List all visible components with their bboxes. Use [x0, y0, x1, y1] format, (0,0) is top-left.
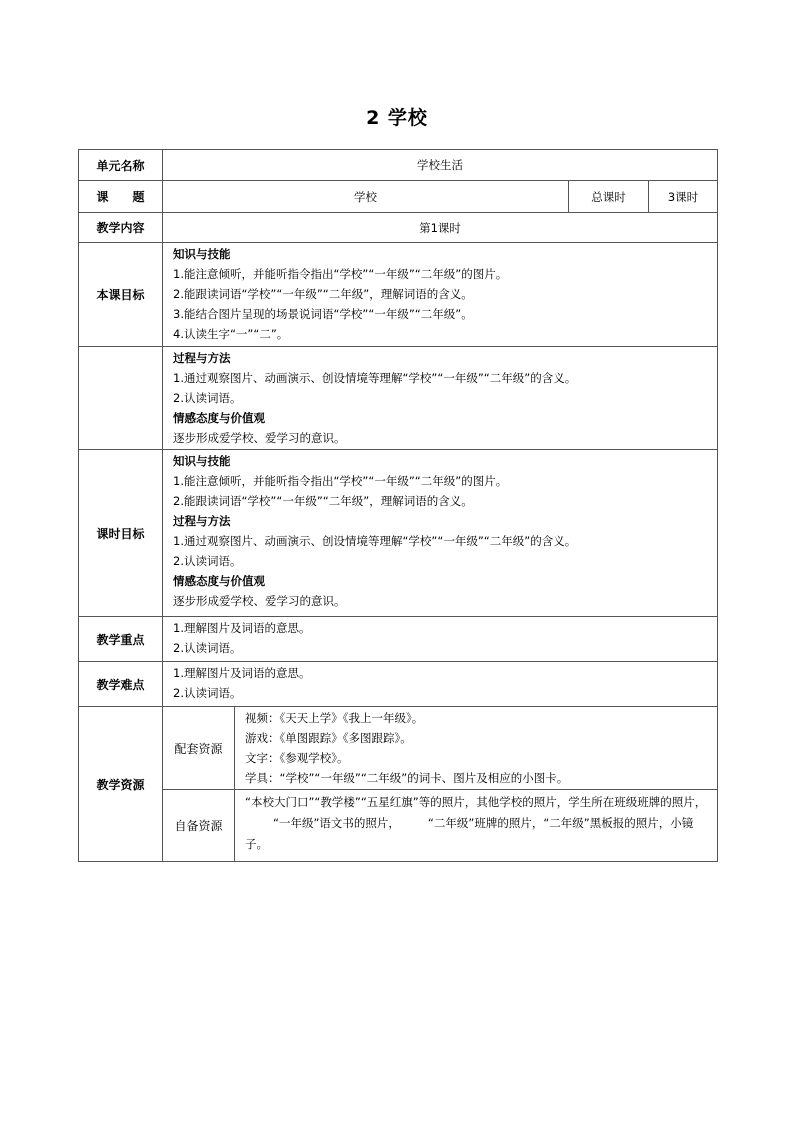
matching-video: 视频：《天天上学》《我上一年级》。 — [245, 711, 424, 725]
period-goals-k2: 2.能跟读词语“学校”“一年级”“二年级”，理解词语的含义。 — [173, 494, 473, 508]
self-resources-part2: “一年级”语文书的照片， — [273, 816, 400, 830]
lesson-goals-row — [79, 243, 718, 347]
self-resources-part1: “本校大门口”“教学楼”“五星红旗”等的照片，其他学校的照片，学生所在班级班牌的照片， — [245, 795, 707, 809]
lesson-goals-heading-knowledge: 知识与技能 — [173, 247, 231, 261]
key-points-content — [163, 617, 718, 662]
self-resources-part3: “二年级”班牌的照片，“二年级”黑板报的照片，小镜子。 — [245, 816, 694, 851]
key-points-l2: 2.认读词语。 — [173, 641, 242, 655]
total-periods-label: 总课时 — [569, 181, 649, 213]
self-resources-text — [245, 792, 709, 855]
lesson-goals-label: 本课目标 — [79, 243, 163, 347]
topic-label: 课 题 — [79, 181, 163, 213]
difficulties-l2: 2.认读词语。 — [173, 686, 242, 700]
lesson-goals-k4: 4.认读生字“一”“二”。 — [173, 327, 289, 341]
topic-value: 学校 — [163, 181, 569, 213]
lesson-goals-process — [163, 347, 718, 450]
page-title: 2 学校 — [366, 107, 428, 129]
lesson-goals-p1: 1.通过观察图片、动画演示、创设情境等理解“学校”“一年级”“二年级”的含义。 — [173, 371, 577, 385]
resources-label: 教学资源 — [79, 707, 163, 862]
resources-matching-row — [79, 707, 718, 790]
difficulties-row — [79, 662, 718, 707]
resources-self-row — [79, 790, 718, 862]
lesson-goals-k3: 3.能结合图片呈现的场景说词语“学校”“一年级”“二年级”。 — [173, 307, 473, 321]
matching-resources-label: 配套资源 — [163, 707, 235, 790]
lesson-goals-k1: 1.能注意倾听，并能听指令指出“学校”“一年级”“二年级”的图片。 — [173, 267, 508, 281]
matching-text: 文字：《参观学校》。 — [245, 751, 349, 765]
matching-resources-content — [235, 707, 718, 790]
lesson-goals-a1: 逐步形成爱学校、爱学习的意识。 — [173, 431, 346, 445]
key-points-label: 教学重点 — [79, 617, 163, 662]
lesson-goals-label-empty — [79, 347, 163, 450]
period-goals-p2: 2.认读词语。 — [173, 554, 242, 568]
period-goals-content — [163, 450, 718, 617]
period-goals-heading-process: 过程与方法 — [173, 514, 231, 528]
content-label: 教学内容 — [79, 213, 163, 243]
difficulties-content — [163, 662, 718, 707]
period-goals-a1: 逐步形成爱学校、爱学习的意识。 — [173, 594, 346, 608]
matching-game: 游戏：《单图跟踪》《多图跟踪》。 — [245, 731, 412, 745]
lesson-goals-row-2 — [79, 347, 718, 450]
difficulties-label: 教学难点 — [79, 662, 163, 707]
lesson-goals-heading-attitude: 情感态度与价值观 — [173, 411, 265, 425]
period-goals-p1: 1.通过观察图片、动画演示、创设情境等理解“学校”“一年级”“二年级”的含义。 — [173, 534, 577, 548]
period-goals-k1: 1.能注意倾听，并能听指令指出“学校”“一年级”“二年级”的图片。 — [173, 474, 508, 488]
unit-row — [79, 150, 718, 181]
matching-tools: 学具：“学校”“一年级”“二年级”的词卡、图片及相应的小图卡。 — [245, 771, 569, 785]
lesson-goals-knowledge — [163, 243, 718, 347]
content-row — [79, 213, 718, 243]
self-resources-content — [235, 790, 718, 862]
period-goals-row — [79, 450, 718, 617]
self-resources-label: 自备资源 — [163, 790, 235, 862]
lesson-goals-k2: 2.能跟读词语“学校”“一年级”“二年级”，理解词语的含义。 — [173, 287, 473, 301]
lesson-goals-heading-process: 过程与方法 — [173, 351, 231, 365]
period-goals-heading-knowledge: 知识与技能 — [173, 454, 231, 468]
unit-value: 学校生活 — [163, 150, 718, 181]
key-points-l1: 1.理解图片及词语的意思。 — [173, 621, 311, 635]
total-periods-value: 3课时 — [649, 181, 718, 213]
lesson-plan-table — [78, 149, 718, 862]
key-points-row — [79, 617, 718, 662]
difficulties-l1: 1.理解图片及词语的意思。 — [173, 666, 311, 680]
topic-row — [79, 181, 718, 213]
period-goals-label: 课时目标 — [79, 450, 163, 617]
content-value: 第1课时 — [163, 213, 718, 243]
lesson-goals-p2: 2.认读词语。 — [173, 391, 242, 405]
period-goals-heading-attitude: 情感态度与价值观 — [173, 574, 265, 588]
unit-label: 单元名称 — [79, 150, 163, 181]
